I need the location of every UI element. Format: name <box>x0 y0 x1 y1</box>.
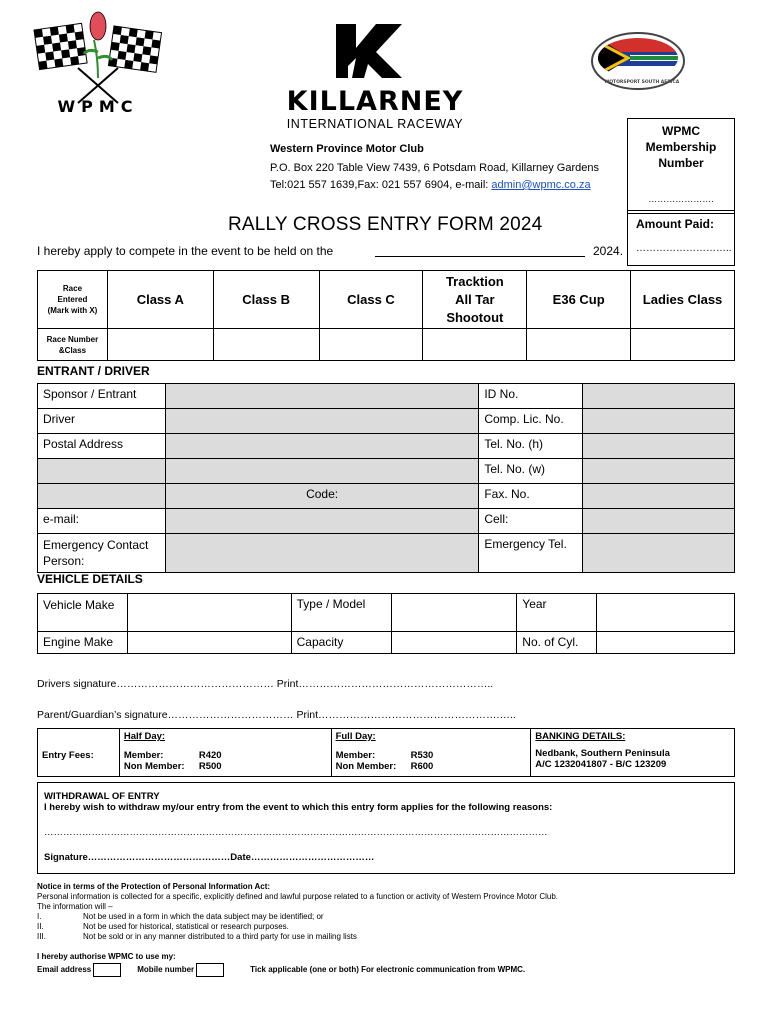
cell-label: Cell: <box>479 509 583 534</box>
class-a-cell[interactable]: Class A <box>107 271 213 329</box>
vehicle-table <box>37 593 735 654</box>
entrant-table <box>37 383 735 573</box>
ladies-class-cell[interactable]: Ladies Class <box>631 271 735 329</box>
tel-h-label: Tel. No. (h) <box>479 434 583 459</box>
postal-field-3[interactable] <box>165 459 478 484</box>
race-number-c[interactable] <box>319 329 423 361</box>
emergency-tel-label: Emergency Tel. <box>479 534 583 573</box>
e36-cup-cell[interactable]: E36 Cup <box>527 271 631 329</box>
club-email-link[interactable]: admin@wpmc.co.za <box>491 179 591 191</box>
half-day-prices: Member: R420 Non Member: R500 <box>119 744 331 777</box>
notice-item: II. Not be used for historical, statistical or research purposes. <box>37 922 289 931</box>
type-model-label: Type / Model <box>291 594 391 632</box>
authorise-row <box>37 962 525 978</box>
sponsor-label: Sponsor / Entrant <box>38 384 166 409</box>
notice-item: III. Not be sold or in any manner distributed to a third party for use in mailing lists <box>37 932 357 941</box>
fees-table <box>37 728 735 777</box>
notice-line-1: Personal information is collected for a specific, explicitly defined and lawful purpose related to a function or activity of Western Province Motor Club. <box>37 892 558 901</box>
year-field[interactable] <box>597 594 735 632</box>
half-day-label: Half Day: <box>119 729 331 745</box>
notice-heading: Notice in terms of the Protection of Personal Information Act: <box>37 882 271 891</box>
fax-label: Fax. No. <box>479 484 583 509</box>
postal-code-field[interactable]: Code: <box>165 484 478 509</box>
type-model-field[interactable] <box>391 594 517 632</box>
membership-label-3: Number <box>658 156 704 170</box>
race-number-b[interactable] <box>213 329 319 361</box>
club-contact <box>270 179 591 191</box>
msa-text: MOTORSPORT SOUTH AFRICA <box>604 80 680 85</box>
tel-w-field[interactable] <box>583 459 735 484</box>
id-no-label: ID No. <box>479 384 583 409</box>
vehicle-make-field[interactable] <box>127 594 291 632</box>
full-day-label: Full Day: <box>331 729 531 745</box>
full-day-prices: Member: R530 Non Member: R600 <box>331 744 531 777</box>
full-member-price: R530 <box>410 750 434 761</box>
postal-field-2[interactable] <box>38 459 166 484</box>
killarney-subtitle: INTERNATIONAL RACEWAY <box>286 117 464 131</box>
cylinders-label: No. of Cyl. <box>517 632 597 654</box>
half-non-member-price: R500 <box>198 761 222 772</box>
full-non-member-price: R600 <box>410 761 434 772</box>
club-name: Western Province Motor Club <box>270 143 424 155</box>
membership-label-2: Membership <box>645 140 717 154</box>
tel-w-label: Tel. No. (w) <box>479 459 583 484</box>
driver-signature-line[interactable]: Drivers signature……………………………………… Print……………………………………………….. <box>37 678 494 690</box>
contact-prefix: Tel:021 557 1639,Fax: 021 557 6904, e-mail: <box>270 179 492 191</box>
race-number-tracktion[interactable] <box>423 329 527 361</box>
emergency-tel-field[interactable] <box>583 534 735 573</box>
sponsor-field[interactable] <box>165 384 478 409</box>
amount-paid-box <box>627 210 735 266</box>
driver-label: Driver <box>38 409 166 434</box>
apply-text: I hereby apply to compete in the event to be held on the <box>37 244 334 258</box>
tracktion-cell[interactable]: Tracktion All Tar Shootout <box>423 271 527 329</box>
apply-year: 2024. <box>593 244 624 258</box>
form-title: RALLY CROSS ENTRY FORM 2024 <box>228 214 543 235</box>
email-field[interactable] <box>165 509 478 534</box>
withdrawal-text: I hereby wish to withdraw my/our entry from the event to which this entry form applies for the following reasons: <box>44 802 553 813</box>
membership-number-field[interactable]: …………………. <box>648 194 714 204</box>
class-c-cell[interactable]: Class C <box>319 271 423 329</box>
withdrawal-box <box>37 782 735 874</box>
withdrawal-heading: WITHDRAWAL OF ENTRY <box>44 791 160 802</box>
amount-paid-field[interactable]: ……………………….. <box>636 243 732 254</box>
race-number-label: Race Number &Class <box>38 329 108 361</box>
race-number-e36[interactable] <box>527 329 631 361</box>
cell-field[interactable] <box>583 509 735 534</box>
vehicle-heading: VEHICLE DETAILS <box>37 572 143 586</box>
fax-field[interactable] <box>583 484 735 509</box>
class-table <box>37 270 735 361</box>
entry-fees-label: Entry Fees: <box>38 729 120 777</box>
banking-details <box>531 744 735 777</box>
race-entered-label: Race Entered (Mark with X) <box>38 271 108 329</box>
id-no-field[interactable] <box>583 384 735 409</box>
notice-item: I. Not be used in a form in which the data subject may be identified; or <box>37 912 324 921</box>
email-consent-checkbox[interactable] <box>93 963 121 977</box>
withdrawal-reason-field[interactable]: …………………………………………………………………………………………………………………………………………… <box>44 827 548 838</box>
membership-box <box>627 118 735 214</box>
class-b-cell[interactable]: Class B <box>213 271 319 329</box>
tick-instruction: Tick applicable (one or both) For electronic communication from WPMC. <box>250 965 526 974</box>
notice-line-2: The information will – <box>37 902 113 911</box>
half-member-price: R420 <box>198 750 222 761</box>
capacity-field[interactable] <box>391 632 517 654</box>
killarney-logo <box>264 20 486 132</box>
banking-heading: BANKING DETAILS: <box>531 729 735 745</box>
club-address: P.O. Box 220 Table View 7439, 6 Potsdam Road, Killarney Gardens <box>270 162 599 174</box>
vehicle-make-label: Vehicle Make <box>38 594 128 632</box>
withdrawal-signature-line[interactable]: Signature………………………………………Date………………………………… <box>44 852 375 863</box>
mobile-consent-label: Mobile number <box>137 965 195 974</box>
amount-paid-label: Amount Paid: <box>636 217 714 231</box>
cylinders-field[interactable] <box>597 632 735 654</box>
msa-logo <box>590 30 686 92</box>
killarney-name: KILLARNEY <box>286 86 464 117</box>
bank-name: Nedbank, Southern Peninsula <box>535 748 670 759</box>
capacity-label: Capacity <box>291 632 391 654</box>
entrant-heading: ENTRANT / DRIVER <box>37 364 150 378</box>
race-number-ladies[interactable] <box>631 329 735 361</box>
engine-make-field[interactable] <box>127 632 291 654</box>
postal-label: Postal Address <box>38 434 166 459</box>
authorise-heading: I hereby authorise WPMC to use my: <box>37 952 176 961</box>
engine-make-label: Engine Make <box>38 632 128 654</box>
driver-field[interactable] <box>165 409 478 434</box>
emergency-contact-field[interactable] <box>165 534 478 573</box>
mobile-consent-checkbox[interactable] <box>196 963 224 977</box>
postal-field-1[interactable] <box>165 434 478 459</box>
tel-h-field[interactable] <box>583 434 735 459</box>
email-label: e-mail: <box>38 509 166 534</box>
popia-notice <box>37 882 558 942</box>
event-date-field[interactable] <box>375 256 585 257</box>
email-consent-label: Email address <box>37 965 92 974</box>
year-label: Year <box>517 594 597 632</box>
membership-label-1: WPMC <box>662 124 700 138</box>
bank-account: A/C 1232041807 - B/C 123209 <box>535 759 667 770</box>
comp-lic-field[interactable] <box>583 409 735 434</box>
parent-signature-line[interactable]: Parent/Guardian’s signature……………………………… Print…………………………………………….….. <box>37 709 516 721</box>
wpmc-logo <box>28 8 168 120</box>
race-number-a[interactable] <box>107 329 213 361</box>
emergency-contact-label: Emergency Contact Person: <box>38 534 166 573</box>
postal-field-4[interactable] <box>38 484 166 509</box>
comp-lic-label: Comp. Lic. No. <box>479 409 583 434</box>
wpmc-logo-text: WPMC <box>57 97 139 116</box>
